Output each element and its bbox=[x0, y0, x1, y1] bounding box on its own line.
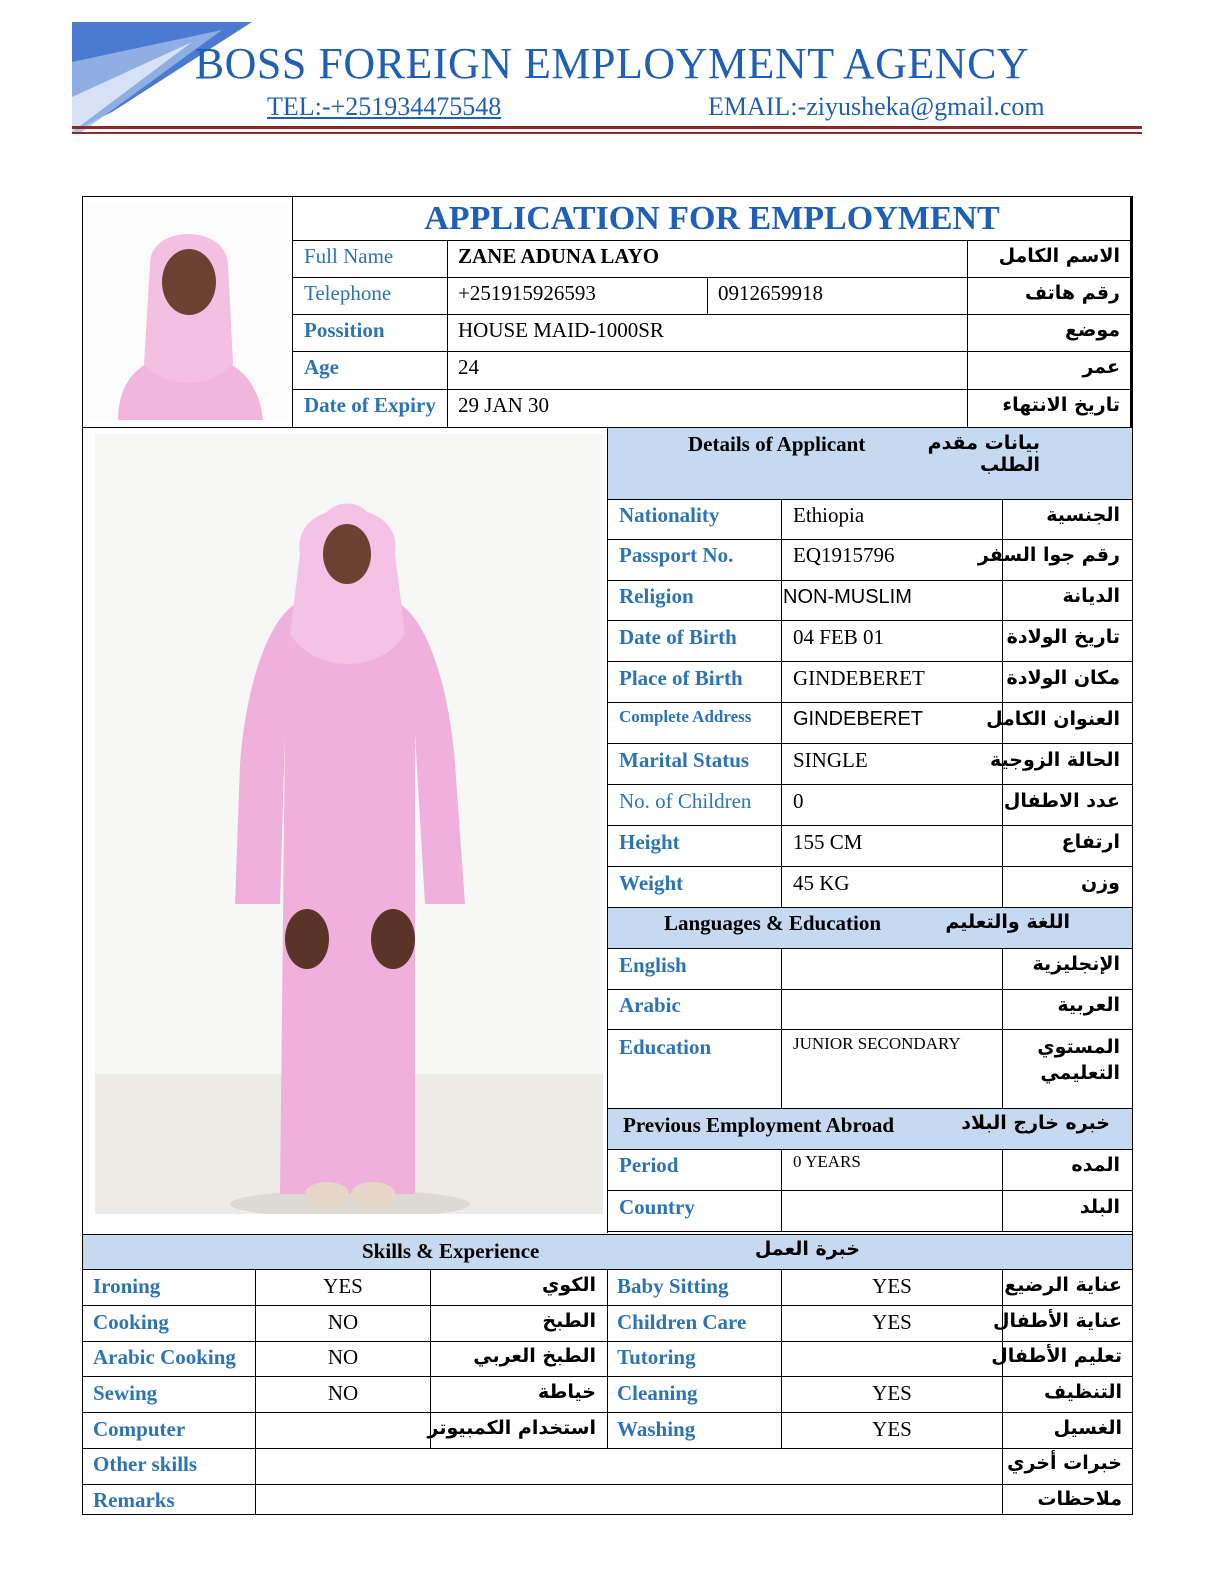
marital-value: SINGLE bbox=[793, 748, 868, 772]
dob-label: Date of Birth bbox=[619, 625, 737, 649]
skill-cooking-label: Cooking bbox=[93, 1310, 169, 1334]
country-label: Country bbox=[619, 1195, 695, 1219]
telephone-value-2: 0912659918 bbox=[718, 281, 823, 305]
education-value: JUNIOR SECONDARY bbox=[793, 1034, 961, 1053]
position-arabic: موضع bbox=[1064, 319, 1120, 341]
full-name-arabic: الاسم الكامل bbox=[998, 245, 1120, 267]
skill-children-care-value: YES bbox=[872, 1310, 912, 1334]
header-rule-thin bbox=[72, 132, 1142, 134]
skill-washing-arabic: الغسيل bbox=[1053, 1417, 1122, 1439]
skill-tutoring-arabic: تعليم الأطفال bbox=[991, 1345, 1122, 1367]
skill-sewing-value: NO bbox=[327, 1381, 359, 1405]
skill-cooking-arabic: الطبخ bbox=[542, 1310, 596, 1332]
details-title-arabic: بيانات مقدم الطلب bbox=[927, 432, 1040, 476]
skill-tutoring-label: Tutoring bbox=[617, 1345, 696, 1369]
full-name-value: ZANE ADUNA LAYO bbox=[458, 244, 660, 268]
nationality-value: Ethiopia bbox=[793, 503, 865, 527]
agency-email: EMAIL:-ziyusheka@gmail.com bbox=[708, 92, 1045, 121]
religion-arabic: الديانة bbox=[1062, 585, 1120, 607]
nationality-arabic: الجنسية bbox=[1046, 504, 1120, 526]
height-arabic: ارتفاع bbox=[1061, 831, 1120, 853]
skill-arabic-cooking-label: Arabic Cooking bbox=[93, 1345, 236, 1369]
languages-title: Languages & Education bbox=[664, 911, 882, 935]
skill-ironing-value: YES bbox=[323, 1274, 363, 1298]
telephone-label: Telephone bbox=[304, 281, 392, 305]
other-skills-arabic: خبرات أخري bbox=[1007, 1452, 1122, 1474]
weight-value: 45 KG bbox=[793, 871, 850, 895]
previous-title: Previous Employment Abroad bbox=[623, 1113, 895, 1137]
languages-title-arabic: اللغة والتعليم bbox=[945, 911, 1070, 933]
skill-washing-label: Washing bbox=[617, 1417, 696, 1441]
passport-value: EQ1915796 bbox=[793, 543, 895, 567]
agency-telephone-link[interactable]: TEL:-+251934475548 bbox=[267, 92, 502, 121]
skills-title-arabic: خبرة العمل bbox=[754, 1238, 860, 1260]
country-arabic: البلد bbox=[1079, 1196, 1120, 1218]
skill-arabic-cooking-value: NO bbox=[327, 1345, 359, 1369]
marital-label: Marital Status bbox=[619, 748, 750, 772]
skill-washing-value: YES bbox=[872, 1417, 912, 1441]
remarks-arabic: ملاحظات bbox=[1037, 1488, 1122, 1510]
children-label: No. of Children bbox=[619, 789, 752, 813]
telephone-value: +251915926593 bbox=[458, 281, 596, 305]
address-value: GINDEBERET bbox=[793, 708, 924, 730]
passport-label: Passport No. bbox=[619, 543, 734, 567]
weight-arabic: وزن bbox=[1081, 872, 1120, 894]
skill-sewing-label: Sewing bbox=[93, 1381, 158, 1405]
portrait-photo bbox=[88, 204, 288, 420]
education-arabic: المستوي التعليمي bbox=[1037, 1036, 1120, 1084]
position-label: Possition bbox=[304, 318, 385, 342]
religion-value: NON-MUSLIM bbox=[783, 586, 912, 608]
agency-name: BOSS FOREIGN EMPLOYMENT AGENCY bbox=[194, 39, 1030, 88]
passport-arabic: رقم جوا السفر bbox=[977, 544, 1120, 566]
expiry-arabic: تاريخ الانتهاء bbox=[1002, 394, 1120, 416]
telephone-arabic: رقم هاتف bbox=[1025, 282, 1120, 304]
skills-header-band bbox=[83, 1235, 1132, 1269]
arabic-arabic: العربية bbox=[1057, 994, 1120, 1016]
details-title: Details of Applicant bbox=[688, 432, 866, 456]
full-name-label: Full Name bbox=[304, 244, 394, 268]
skill-computer-label: Computer bbox=[93, 1417, 186, 1441]
period-arabic: المده bbox=[1071, 1154, 1120, 1176]
skill-children-care-arabic: عناية الأطفال bbox=[993, 1310, 1122, 1332]
address-label: Complete Address bbox=[619, 707, 752, 726]
english-arabic: الإنجليزية bbox=[1032, 953, 1120, 975]
skill-ironing-arabic: الكوي bbox=[541, 1274, 596, 1296]
details-header-band bbox=[608, 428, 1132, 499]
skill-baby-sitting-value: YES bbox=[872, 1274, 912, 1298]
expiry-label: Date of Expiry bbox=[304, 393, 436, 417]
skill-baby-sitting-label: Baby Sitting bbox=[617, 1274, 729, 1298]
height-label: Height bbox=[619, 830, 680, 854]
other-skills-label: Other skills bbox=[93, 1452, 198, 1476]
skill-cooking-value: NO bbox=[327, 1310, 359, 1334]
skill-arabic-cooking-arabic: الطبخ العربي bbox=[473, 1345, 596, 1367]
age-value: 24 bbox=[458, 355, 479, 379]
age-label: Age bbox=[304, 355, 339, 379]
skills-title: Skills & Experience bbox=[362, 1239, 540, 1263]
english-label: English bbox=[619, 953, 687, 977]
religion-label: Religion bbox=[619, 584, 694, 608]
expiry-value: 29 JAN 30 bbox=[458, 393, 550, 417]
nationality-label: Nationality bbox=[619, 503, 720, 527]
skill-cleaning-value: YES bbox=[872, 1381, 912, 1405]
children-arabic: عدد الاطفال bbox=[1003, 790, 1120, 812]
weight-label: Weight bbox=[619, 871, 684, 895]
age-arabic: عمر bbox=[1082, 356, 1120, 378]
dob-value: 04 FEB 01 bbox=[793, 625, 885, 649]
skill-baby-sitting-arabic: عناية الرضيع bbox=[1004, 1274, 1122, 1296]
pob-value: GINDEBERET bbox=[793, 666, 925, 690]
pob-arabic: مكان الولادة bbox=[1006, 667, 1120, 689]
skill-cleaning-label: Cleaning bbox=[617, 1381, 698, 1405]
skill-ironing-label: Ironing bbox=[93, 1274, 161, 1298]
height-value: 155 CM bbox=[793, 830, 863, 854]
remarks-label: Remarks bbox=[93, 1488, 175, 1512]
previous-title-arabic: خبره خارج البلاد bbox=[961, 1112, 1110, 1134]
position-value: HOUSE MAID-1000SR bbox=[458, 318, 664, 342]
skill-sewing-arabic: خياطة bbox=[537, 1381, 596, 1403]
arabic-label: Arabic bbox=[619, 993, 681, 1017]
header-rule bbox=[72, 126, 1142, 129]
dob-arabic: تاريخ الولادة bbox=[1006, 626, 1120, 648]
children-value: 0 bbox=[793, 789, 804, 813]
skill-children-care-label: Children Care bbox=[617, 1310, 747, 1334]
period-label: Period bbox=[619, 1153, 679, 1177]
address-arabic: العنوان الكامل bbox=[986, 708, 1120, 730]
form-title: APPLICATION FOR EMPLOYMENT bbox=[424, 200, 1000, 237]
skill-computer-arabic: استخدام الكمبيوتر bbox=[427, 1417, 596, 1439]
skill-cleaning-arabic: التنظيف bbox=[1043, 1381, 1122, 1403]
pob-label: Place of Birth bbox=[619, 666, 743, 690]
period-value: 0 YEARS bbox=[793, 1152, 861, 1171]
education-label: Education bbox=[619, 1035, 712, 1059]
full-body-photo bbox=[95, 434, 603, 1214]
marital-arabic: الحالة الزوجية bbox=[990, 749, 1120, 771]
